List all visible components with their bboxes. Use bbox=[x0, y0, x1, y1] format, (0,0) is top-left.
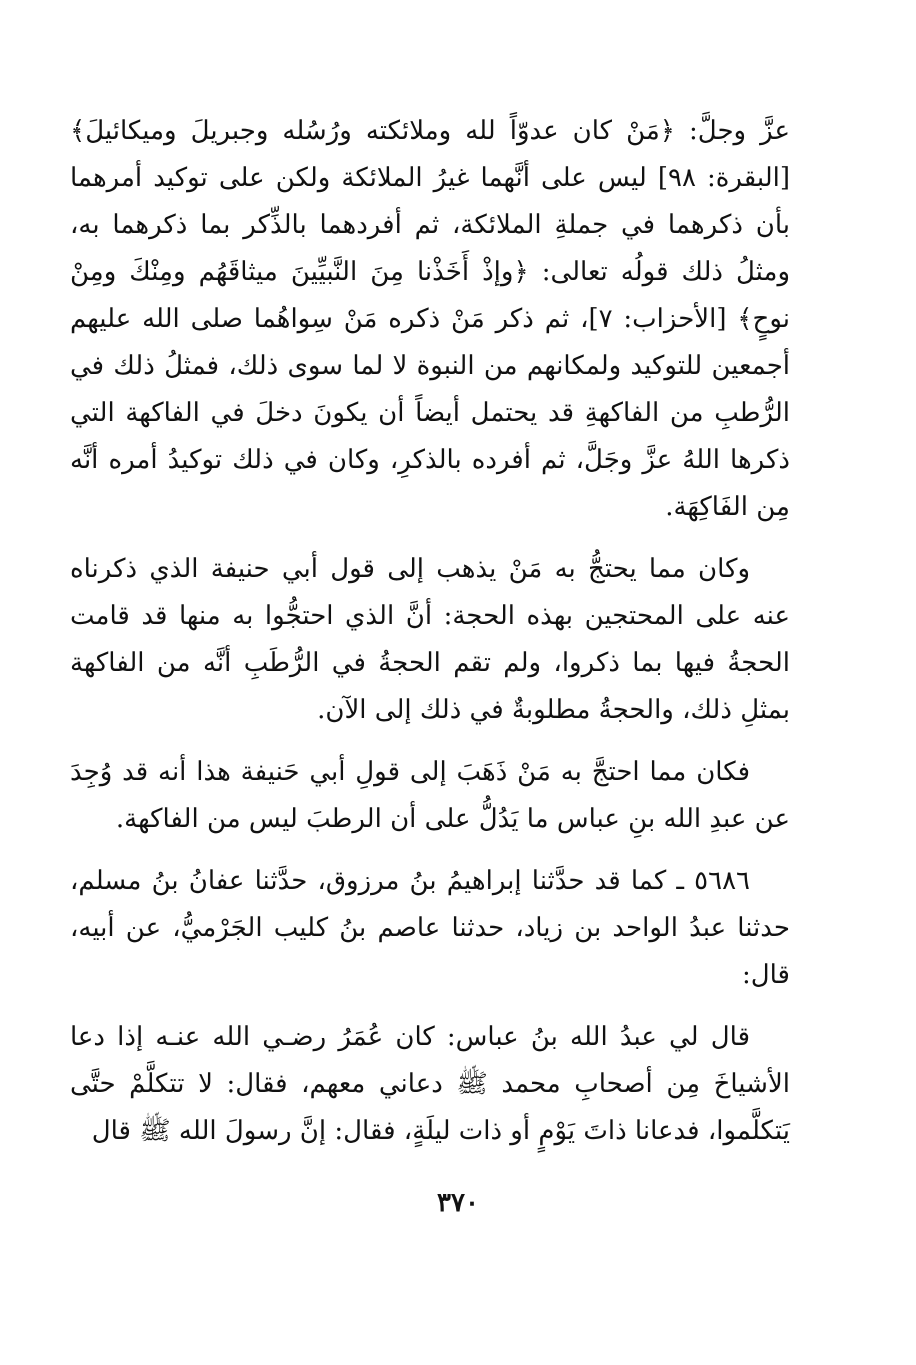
paragraph-gap bbox=[70, 843, 790, 858]
paragraph-2: وكان مما يحتجُّ به مَنْ يذهب إلى قول أبي حنيفة الذي ذكرناه عنه على المحتجين بهذه الحجة: أنَّ الذي احتجُّوا به منها قد قامت الحجةُ فيها بما ذكروا، ولم تقم الحجةُ في الرُّطَبِ أنَّه من الفاكهة بمثلِ ذلك، والحجةُ مطلوبةٌ في ذلك إلى الآن. bbox=[70, 554, 790, 725]
main-text bbox=[70, 108, 790, 1155]
hadith-matn: قال لي عبدُ الله بنُ عباس: كان عُمَرُ رضـي الله عنـه إذا دعا الأشياخَ مِن أصحابِ محمد ﷺ دعاني معهم، فقال: لا تتكلَّمْ حتَّى يَتكلَّموا، فدعانا ذاتَ يَوْمٍ أو ذات ليلَةٍ، فقال: إنَّ رسولَ الله ﷺ قال bbox=[70, 1022, 790, 1146]
hadith-isnad: ٥٦٨٦ ـ كما قد حدَّثنا إبراهيمُ بنُ مرزوق، حدَّثنا عفانُ بنُ مسلم، حدثنا عبدُ الواحد بن زياد، حدثنا عاصم بنُ كليب الجَرْميُّ، عن أبيه، قال: bbox=[70, 866, 790, 990]
paragraph-gap bbox=[70, 734, 790, 749]
paragraph-1: عزَّ وجلَّ: ﴿مَنْ كان عدوّاً لله وملائكته ورُسُله وجبريلَ وميكائيلَ﴾ [البقرة: ٩٨] ليس على أنَّهما غيرُ الملائكة ولكن على توكيد أمرهما بأن ذكرهما في جملةِ الملائكة، ثم أفردهما بالذِّكر بما ذكرهما به، ومثلُ ذلك قولُه تعالى: ﴿وإذْ أَخَذْنا مِنَ النَّبيِّينَ ميثاقَهُم ومِنْكَ ومِنْ نوحٍ﴾ [الأحزاب: ٧]، ثم ذكر مَنْ ذكره مَنْ سِواهُما صلى الله عليهم أجمعين للتوكيد ولمكانهم من النبوة لا لما سوى ذلك، فمثلُ ذلك في الرُّطبِ من الفاكهةِ قد يحتمل أيضاً أن يكونَ دخلَ في الفاكهة التي ذكرها اللهُ عزَّ وجَلَّ، ثم أفرده بالذكرِ، وكان في ذلك توكيدُ أمره أنَّه مِن الفَاكِهَة. bbox=[70, 116, 791, 522]
paragraph-3: فكان مما احتجَّ به مَنْ ذَهَبَ إلى قولِ أبي حَنيفة هذا أنه قد وُجِدَ عن عبدِ الله بنِ عباس ما يَدُلُّ على أن الرطبَ ليس من الفاكهة. bbox=[70, 757, 790, 834]
paragraph-gap bbox=[70, 531, 790, 546]
page-number: ٣٧٠ bbox=[437, 1188, 479, 1218]
paragraph-gap bbox=[70, 999, 790, 1014]
